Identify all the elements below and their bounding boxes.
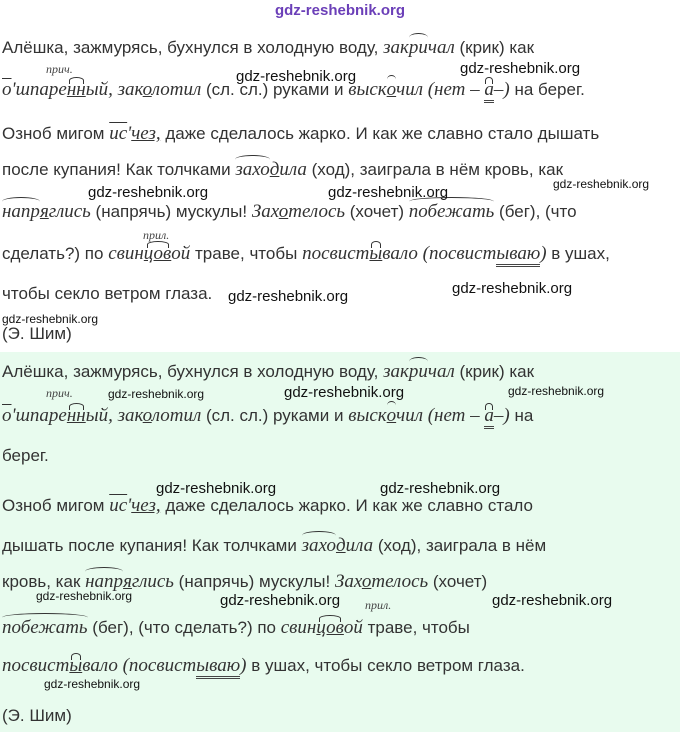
b2-line-5: дышать после купания! Как толчками заходила (ход), заиграла в нём xyxy=(2,535,547,556)
b2-line-2: о'шпаренный, заколотил (сл. сл.) руками и выскочил (нет – а–) на xyxy=(2,406,533,429)
b2-line-1: Алёшка, зажмурясь, бухнулся в холодную воду, закричал (крик) как xyxy=(2,361,535,382)
watermark: gdz-reshebnik.org xyxy=(36,589,133,603)
b2-line-8: посвистывало (посвистываю) в ушах, чтобы секло ветром глаза. xyxy=(2,656,525,676)
b2-prich-note: прич. xyxy=(46,386,73,400)
watermark: gdz-reshebnik.org xyxy=(228,288,349,305)
b2-line-3: берег. xyxy=(2,446,49,465)
b2-line-4: Озноб мигом ис'чез, даже сделалось жарко. И как же славно стало xyxy=(2,495,533,516)
b1-line-5: напряглись (напрячь) мускулы! Захотелось (хочет) побежать (бег), (что xyxy=(2,201,577,222)
b1-line-6: сделать?) по свинцовой траве, чтобы посвистывало (посвистываю) в ушах, xyxy=(2,244,610,264)
watermark: gdz-reshebnik.org xyxy=(508,384,605,398)
watermark: gdz-reshebnik.org xyxy=(220,592,341,609)
b1-prich-note: прич. xyxy=(46,62,73,76)
b1-author: (Э. Шим) xyxy=(2,324,72,343)
watermark: gdz-reshebnik.org xyxy=(328,184,449,201)
watermark: gdz-reshebnik.org xyxy=(88,184,209,201)
b1-line-7: чтобы секло ветром глаза. xyxy=(2,284,213,303)
watermark: gdz-reshebnik.org xyxy=(553,177,650,191)
b2-pril-note: прил. xyxy=(365,598,392,612)
watermark: gdz-reshebnik.org xyxy=(380,480,501,497)
b1-line-4: после купания! Как толчками заходила (ход), заиграла в нём кровь, как xyxy=(2,159,564,180)
b2-line-6: кровь, как напряглись (напрячь) мускулы! Захотелось (хочет) xyxy=(2,571,488,592)
site-title[interactable]: gdz-reshebnik.org xyxy=(274,2,405,19)
watermark: gdz-reshebnik.org xyxy=(156,480,277,497)
watermark: gdz-reshebnik.org xyxy=(2,312,99,326)
b1-line-1: Алёшка, зажмурясь, бухнулся в холодную воду, закричал (крик) как xyxy=(2,37,535,58)
watermark: gdz-reshebnik.org xyxy=(460,60,581,77)
b2-author: (Э. Шим) xyxy=(2,706,72,725)
watermark: gdz-reshebnik.org xyxy=(108,387,205,401)
b1-line-3: Озноб мигом ис'чез, даже сделалось жарко. И как же славно стало дышать xyxy=(2,123,600,144)
b2-line-7: побежать (бег), (что сделать?) по свинцовой траве, чтобы xyxy=(2,617,470,638)
b1-line-2: о'шпаренный, заколотил (сл. сл.) руками и выскочил (нет – а–) на берег. xyxy=(2,80,585,103)
watermark: gdz-reshebnik.org xyxy=(236,68,357,85)
watermark: gdz-reshebnik.org xyxy=(452,280,573,297)
watermark: gdz-reshebnik.org xyxy=(492,592,613,609)
watermark: gdz-reshebnik.org xyxy=(284,384,405,401)
b1-pril-note: прил. xyxy=(143,228,170,242)
watermark: gdz-reshebnik.org xyxy=(44,677,141,691)
